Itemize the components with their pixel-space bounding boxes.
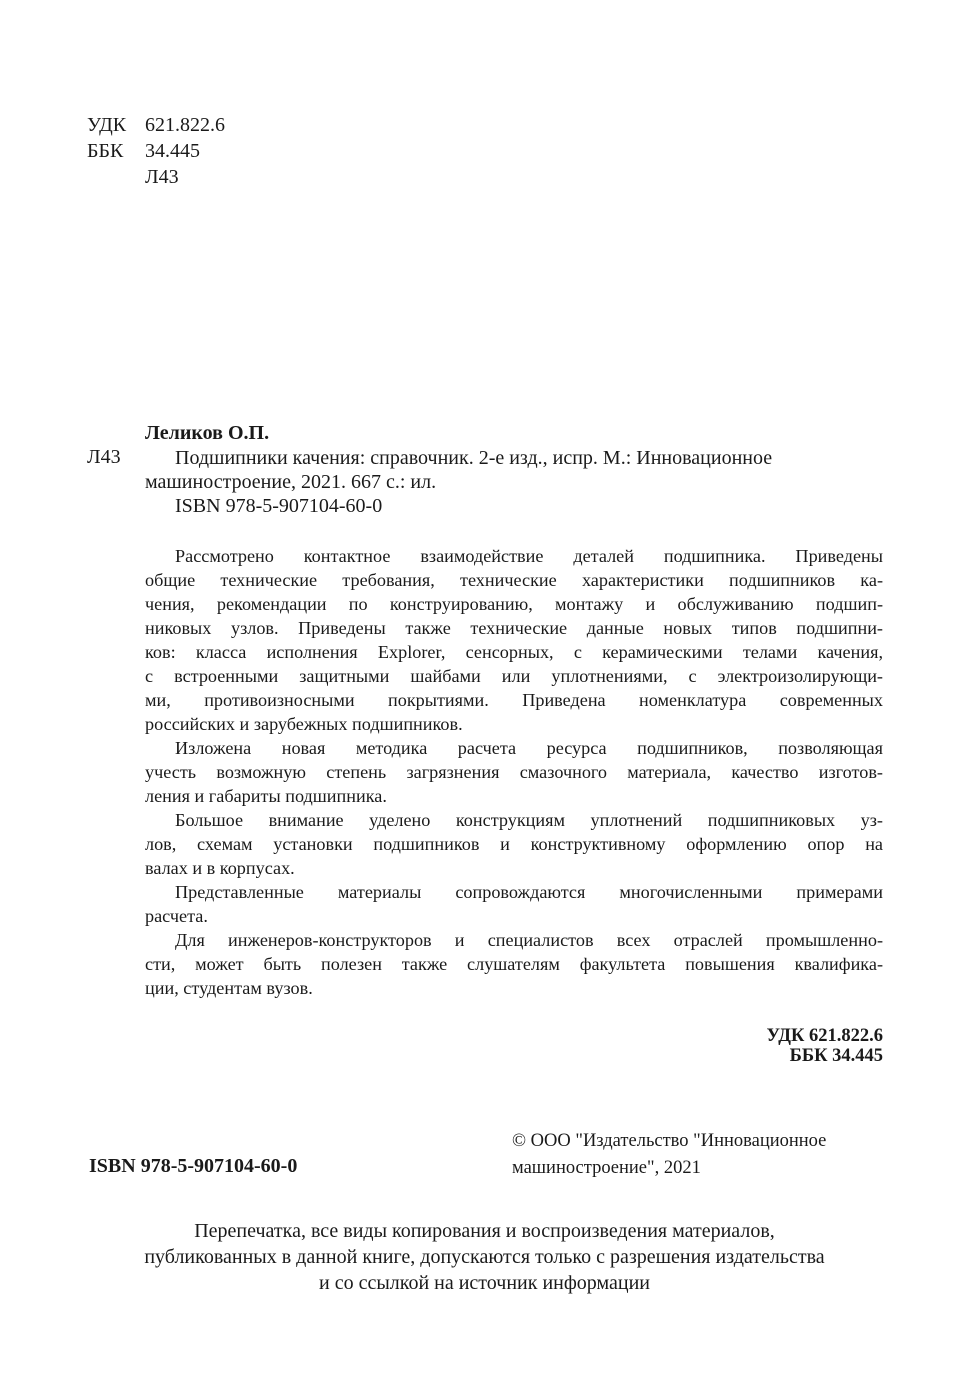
author-mark-line — [87, 164, 225, 190]
abstract-line: лов, схемам установки подшипников и конструктивному оформлению опор на — [145, 834, 883, 854]
abstract-line: общие технические требования, технические характеристики подшипников ка- — [145, 570, 883, 590]
abstract-line: с встроенными защитными шайбами или уплотнениями, с электроизолирующи- — [145, 666, 883, 686]
bbk-bottom: ББК 34.445 — [789, 1046, 883, 1066]
copyright-line: © ООО "Издательство "Инновационное — [512, 1131, 827, 1151]
udk-bottom: УДК 621.822.6 — [766, 1026, 883, 1046]
udk-value: 621.822.6 — [145, 114, 225, 136]
abstract-paragraph — [145, 808, 883, 880]
abstract-line: ления и габариты подшипника. — [145, 786, 387, 806]
isbn-footer: ISBN 978-5-907104-60-0 — [89, 1155, 298, 1177]
abstract-line: Для инженеров-конструкторов и специалистов всех отраслей промышленно- — [175, 930, 883, 950]
reprint-line: Перепечатка, все виды копирования и воспроизведения материалов, — [194, 1220, 775, 1242]
author-name: Леликов О.П. — [145, 422, 270, 444]
classification-bottom — [767, 1026, 883, 1066]
reprint-line: публикованных в данной книге, допускаются только с разрешения издательства — [144, 1246, 825, 1268]
abstract-line: Изложена новая методика расчета ресурса подшипников, позволяющая — [175, 738, 883, 758]
abstract-line: ков: класса исполнения Explorer, сенсорных, с керамическими телами качения, — [145, 642, 883, 662]
abstract-line: Большое внимание уделено конструкциям уплотнений подшипниковых уз- — [175, 810, 883, 830]
udk-label: УДК — [87, 114, 127, 136]
abstract-paragraph — [145, 544, 883, 736]
abstract-line: учесть возможную степень загрязнения смазочного материала, качество изготов- — [145, 762, 883, 782]
abstract-line: ции, студентам вузов. — [145, 978, 313, 998]
bbk-label: ББК — [87, 140, 124, 162]
abstract-line: расчета. — [145, 906, 208, 926]
bibliographic-entry — [145, 446, 883, 518]
abstract — [145, 544, 883, 1000]
bib-line: Подшипники качения: справочник. 2-е изд., испр. М.: Инновационное — [175, 447, 773, 469]
abstract-paragraph — [145, 736, 883, 808]
abstract-line: Представленные материалы сопровождаются многочисленными примерами — [175, 882, 883, 902]
bbk-line — [87, 138, 225, 164]
bib-isbn: ISBN 978-5-907104-60-0 — [175, 495, 383, 517]
abstract-line: ми, противоизносными покрытиями. Приведена номенклатура современных — [145, 690, 883, 710]
abstract-line: чения, рекомендации по конструированию, монтажу и обслуживанию подшип- — [145, 594, 883, 614]
abstract-line: Рассмотрено контактное взаимодействие деталей подшипника. Приведены — [175, 546, 883, 566]
abstract-line: никовых узлов. Приведены также технические данные новых типов подшипни- — [145, 618, 883, 638]
copyright-line: машиностроение", 2021 — [512, 1158, 701, 1178]
bbk-value: 34.445 — [145, 140, 200, 162]
bib-line: машиностроение, 2021. 667 с.: ил. — [145, 471, 437, 493]
abstract-paragraph — [145, 880, 883, 928]
author-mark: Л43 — [145, 166, 179, 188]
abstract-line: валах и в корпусах. — [145, 858, 295, 878]
udk-line — [87, 112, 225, 138]
reprint-notice — [0, 1218, 969, 1296]
entry-code: Л43 — [87, 446, 121, 468]
abstract-line: российских и зарубежных подшипников. — [145, 714, 463, 734]
classification-block — [87, 112, 225, 190]
abstract-paragraph — [145, 928, 883, 1000]
abstract-line: сти, может быть полезен также слушателям факультета повышения квалифика- — [145, 954, 883, 974]
reprint-line: и со ссылкой на источник информации — [318, 1272, 651, 1294]
copyright — [512, 1128, 826, 1182]
